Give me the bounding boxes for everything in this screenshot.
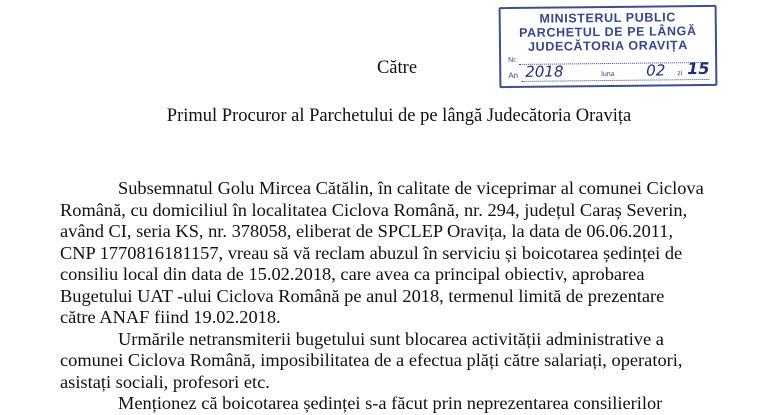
- stamp-an-label: An: [508, 70, 519, 81]
- stamp-nr-label: Nr.: [508, 56, 518, 65]
- stamp-institution-line: MINISTERUL PUBLIC: [539, 10, 676, 26]
- body-line: către ANAF fiind 19.02.2018.: [60, 307, 281, 327]
- stamp-court-line: JUDECĂTORIA ORAVIȚA: [528, 38, 688, 54]
- stamp-month-handwritten: 02: [646, 61, 666, 80]
- body-line: asistați sociali, profesori etc.: [60, 371, 270, 392]
- stamp-luna-label: luna: [601, 70, 615, 79]
- body-line: având CI, seria KS, nr. 378058, eliberat de SPCLEP Oravița, la data de 06.06.2011,: [60, 221, 674, 241]
- to-label: Către: [376, 58, 418, 78]
- stamp-day-handwritten: 15: [687, 58, 710, 79]
- stamp-year-handwritten: 2018: [525, 62, 564, 81]
- addressee-heading: Primul Procuror al Parchetului de pe lângă Judecătoria Oravița: [166, 106, 632, 126]
- body-line: Bugetului UAT -ului Ciclova Română pe anul 2018, termenul limită de prezentare: [60, 285, 665, 306]
- stamp-zi-label: zi: [677, 70, 683, 78]
- body-line: Menționez că boicotarea ședinței s-a făcut prin neprezentarea consilierilor: [118, 393, 663, 413]
- stamp-office-line: PARCHETUL DE PE LÂNGĂ: [519, 24, 697, 40]
- body-line: Română, cu domiciliul în localitatea Ciclova Română, nr. 294, județul Caraș Severin,: [60, 199, 688, 220]
- letter-body: [60, 178, 750, 415]
- body-line: comunei Ciclova Română, imposibilitatea de a efectua plăți către salariați, operatori,: [60, 350, 683, 370]
- body-line: CNP 1770816181157, vreau să vă reclam abuzul în serviciu și boicotarea ședinței de: [60, 242, 683, 263]
- body-line: consiliu local din data de 15.02.2018, care avea ca principal obiectiv, aprobarea: [60, 264, 645, 284]
- body-line: Urmările netransmiterii bugetului sunt blocarea activității administrative a: [118, 328, 664, 349]
- body-line: Subsemnatul Golu Mircea Cătălin, în calitate de viceprimar al comunei Ciclova: [118, 178, 704, 198]
